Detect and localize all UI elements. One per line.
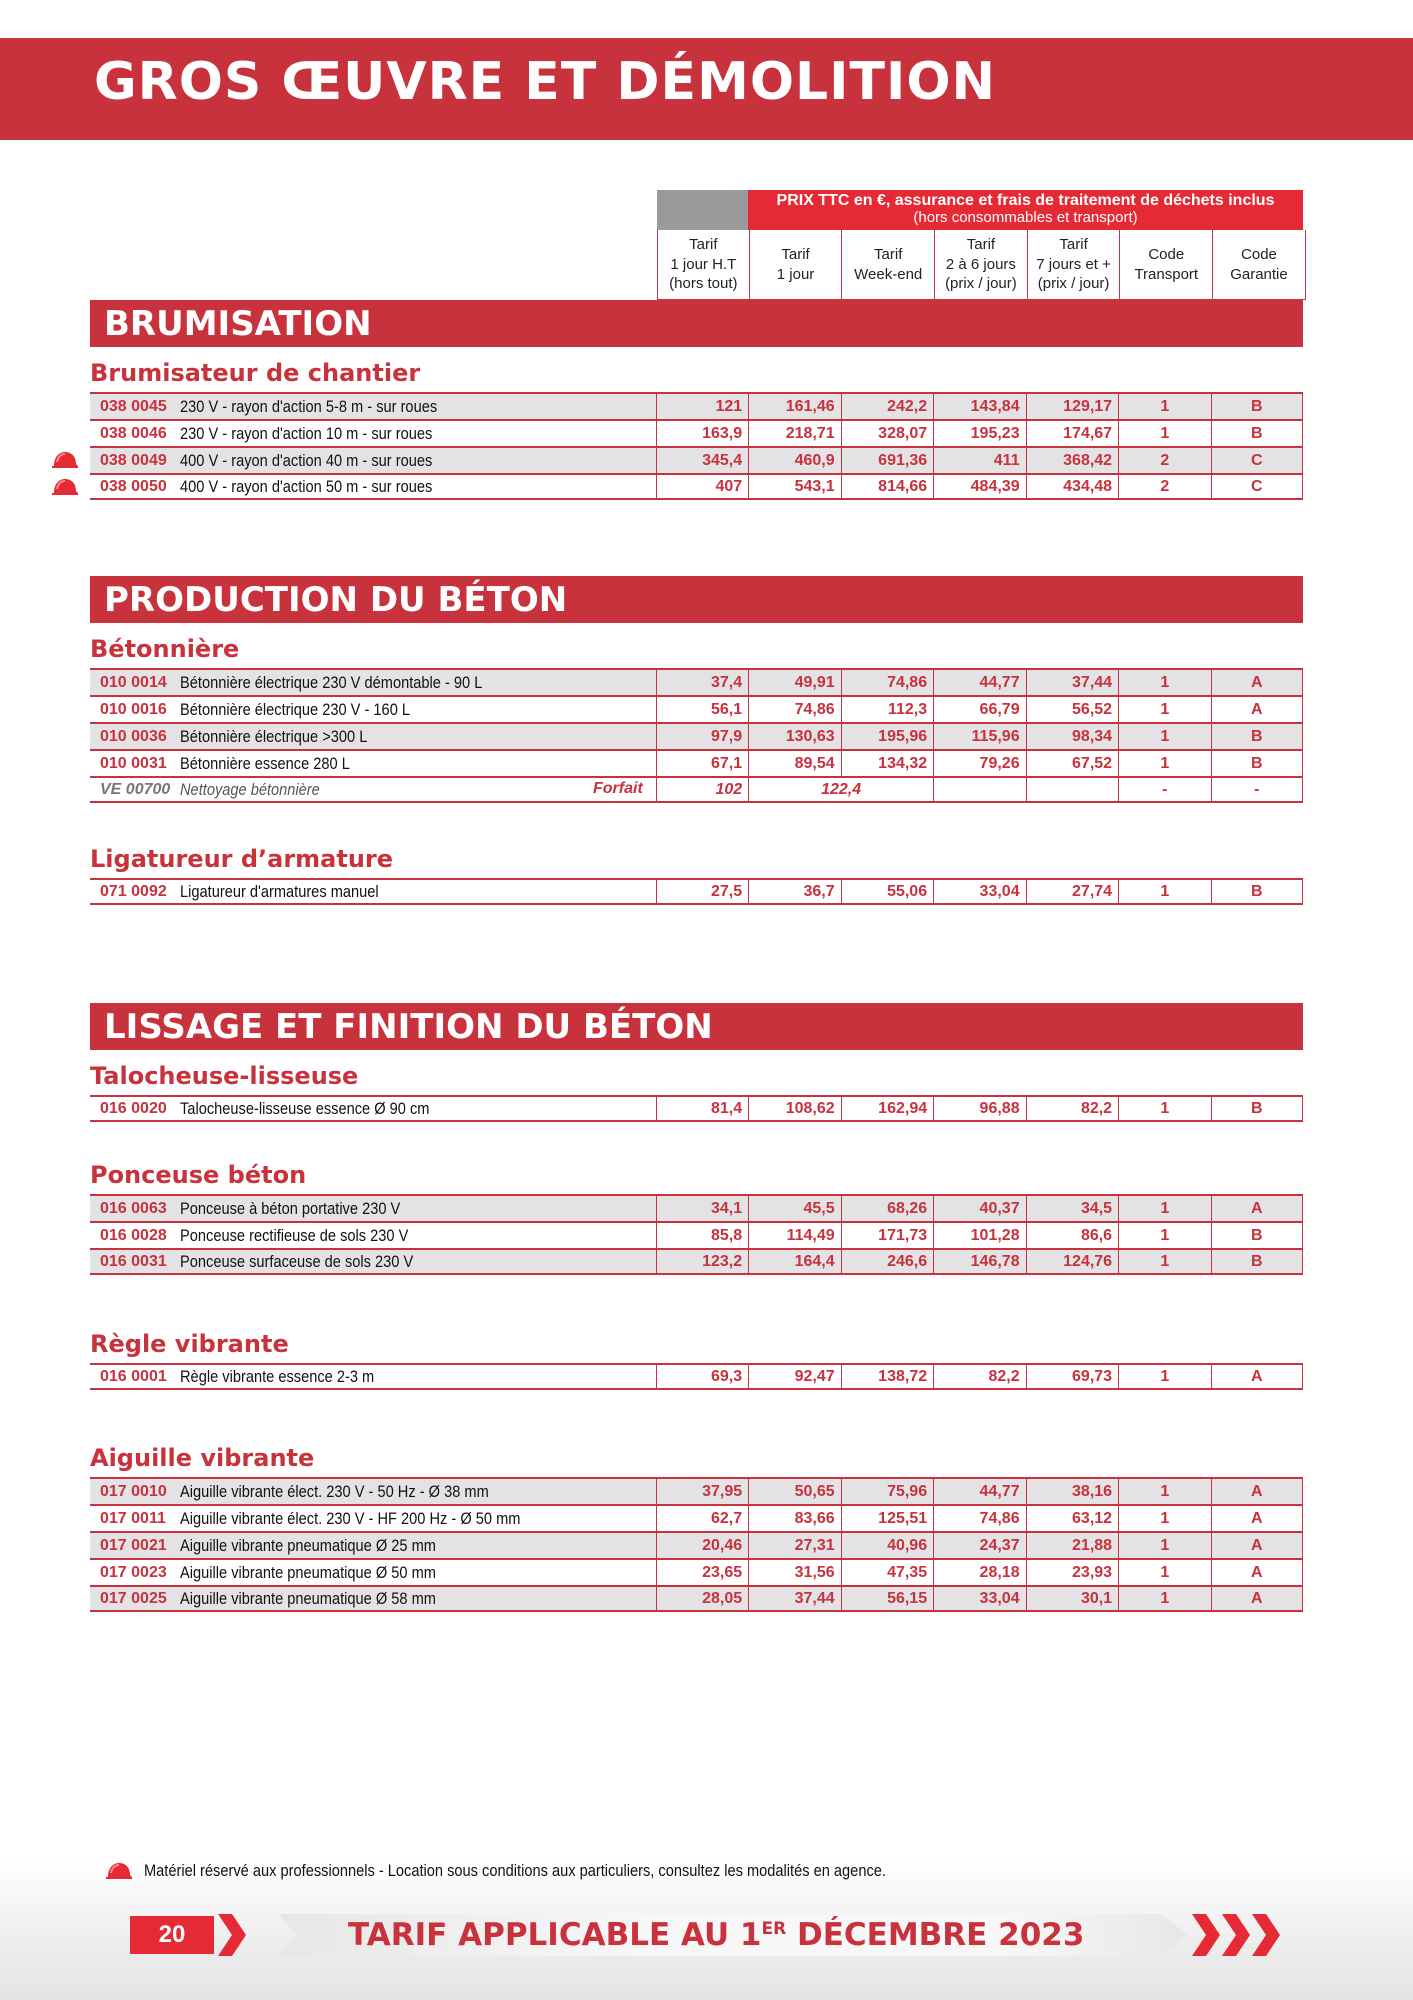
- col-header-tarif-weekend: Tarif Week-end: [842, 230, 935, 300]
- item-description: 230 V - rayon d'action 5-8 m - sur roues: [179, 396, 437, 416]
- price-cell: 30,1: [1026, 1587, 1118, 1610]
- subcategory-title: Bétonnière: [90, 635, 240, 663]
- code-cell: A: [1211, 1533, 1303, 1558]
- price-cell: 38,16: [1026, 1479, 1118, 1504]
- price-cell: 50,65: [748, 1479, 840, 1504]
- table-row: [90, 749, 1303, 776]
- price-cell: 24,37: [933, 1533, 1025, 1558]
- price-cell: 34,5: [1026, 1196, 1118, 1221]
- price-cell: 101,28: [933, 1223, 1025, 1248]
- code-cell: 1: [1118, 1365, 1210, 1388]
- price-cell: 125,51: [841, 1506, 933, 1531]
- col-header-code-garantie: Code Garantie: [1213, 230, 1306, 300]
- price-cell: 82,2: [933, 1365, 1025, 1388]
- table-row: [90, 1248, 1303, 1275]
- table-row: [90, 1477, 1303, 1504]
- col-header-tarif-2-6: Tarif 2 à 6 jours (prix / jour): [935, 230, 1028, 300]
- code-cell: 1: [1118, 394, 1210, 419]
- item-code: 016 0063: [100, 1199, 167, 1217]
- price-cell: 242,2: [841, 394, 933, 419]
- price-table: [90, 1477, 1303, 1612]
- helmet-icon: [106, 1862, 132, 1880]
- code-cell: 1: [1118, 751, 1210, 776]
- table-row: [90, 1363, 1303, 1390]
- price-cell: 163,9: [656, 421, 748, 446]
- price-cell: 34,1: [656, 1196, 748, 1221]
- chevron-right-icon: [214, 1914, 248, 1956]
- price-cell: 63,12: [1026, 1506, 1118, 1531]
- price-cell: 20,46: [656, 1533, 748, 1558]
- code-cell: -: [1118, 778, 1210, 801]
- subcategory-title: Ponceuse béton: [90, 1161, 307, 1189]
- helmet-icon: [52, 478, 78, 496]
- price-cell: 143,84: [933, 394, 1025, 419]
- item-code: 017 0011: [100, 1509, 166, 1527]
- price-cell: 55,06: [841, 880, 933, 903]
- price-cell: 31,56: [748, 1560, 840, 1585]
- price-cell: 81,4: [656, 1097, 748, 1120]
- code-cell: A: [1211, 1479, 1303, 1504]
- price-cell: 146,78: [933, 1250, 1025, 1273]
- column-headers: [657, 230, 1306, 300]
- item-code: 038 0049: [100, 451, 167, 469]
- price-cell: 123,2: [656, 1250, 748, 1273]
- item-code: 017 0010: [100, 1482, 167, 1500]
- table-row: [90, 722, 1303, 749]
- code-cell: A: [1211, 1196, 1303, 1221]
- table-row: [90, 446, 1303, 473]
- item-code: 017 0025: [100, 1589, 167, 1607]
- price-table: [90, 878, 1303, 905]
- price-cell: 114,49: [748, 1223, 840, 1248]
- item-description: Aiguille vibrante élect. 230 V - 50 Hz - Ø 38 mm: [179, 1481, 489, 1501]
- code-cell: 1: [1118, 1560, 1210, 1585]
- code-cell: 1: [1118, 697, 1210, 722]
- code-cell: 1: [1118, 1506, 1210, 1531]
- item-code: 010 0031: [100, 754, 167, 772]
- price-cell: 45,5: [748, 1196, 840, 1221]
- item-description: Ponceuse rectifieuse de sols 230 V: [179, 1225, 409, 1245]
- price-cell: 27,5: [656, 880, 748, 903]
- price-cell: 66,79: [933, 697, 1025, 722]
- price-cell: 407: [656, 475, 748, 498]
- code-cell: A: [1211, 697, 1303, 722]
- footnote: Matériel réservé aux professionnels - Location sous conditions aux particuliers, consultez les modalités en agence.: [144, 1861, 886, 1880]
- price-cell: 97,9: [656, 724, 748, 749]
- item-description: Aiguille vibrante pneumatique Ø 58 mm: [179, 1588, 436, 1608]
- price-cell: 74,86: [748, 697, 840, 722]
- code-cell: C: [1211, 448, 1303, 473]
- price-table: [90, 668, 1303, 803]
- price-cell: 174,67: [1026, 421, 1118, 446]
- price-cell: 108,62: [748, 1097, 840, 1120]
- code-cell: 2: [1118, 448, 1210, 473]
- code-cell: 1: [1118, 1250, 1210, 1273]
- col-header-tarif-7plus: Tarif 7 jours et + (prix / jour): [1028, 230, 1121, 300]
- item-code: 016 0028: [100, 1226, 167, 1244]
- price-cell: 129,17: [1026, 394, 1118, 419]
- price-cell: 62,7: [656, 1506, 748, 1531]
- price-cell: 130,63: [748, 724, 840, 749]
- price-cell: 68,26: [841, 1196, 933, 1221]
- item-code: 016 0031: [100, 1252, 167, 1270]
- price-cell: 56,15: [841, 1587, 933, 1610]
- item-description: Bétonnière électrique 230 V - 160 L: [179, 699, 410, 719]
- price-cell: 67,52: [1026, 751, 1118, 776]
- price-cell: 98,34: [1026, 724, 1118, 749]
- price-cell: [1026, 778, 1118, 801]
- item-code: 016 0001: [100, 1367, 167, 1385]
- code-cell: B: [1211, 880, 1303, 903]
- price-table: [90, 1363, 1303, 1390]
- price-cell: 543,1: [748, 475, 840, 498]
- tarif-date: [348, 1917, 1084, 1953]
- item-description: Aiguille vibrante pneumatique Ø 25 mm: [179, 1535, 436, 1555]
- price-cell: 814,66: [841, 475, 933, 498]
- table-row: [90, 1194, 1303, 1221]
- code-cell: 1: [1118, 1479, 1210, 1504]
- item-description: Bétonnière électrique 230 V démontable - 90 L: [179, 672, 483, 692]
- section-title: BRUMISATION: [104, 304, 372, 344]
- section-title: LISSAGE ET FINITION DU BÉTON: [104, 1007, 713, 1047]
- price-cell: 79,26: [933, 751, 1025, 776]
- section-bar-production: [90, 576, 1303, 623]
- price-cell: 368,42: [1026, 448, 1118, 473]
- price-cell: 74,86: [841, 670, 933, 695]
- price-cell: 69,3: [656, 1365, 748, 1388]
- price-cell: 328,07: [841, 421, 933, 446]
- price-cell: 23,65: [656, 1560, 748, 1585]
- price-cell: 345,4: [656, 448, 748, 473]
- price-cell: 195,96: [841, 724, 933, 749]
- header-gray-block: [657, 190, 748, 230]
- price-cell: 67,1: [656, 751, 748, 776]
- price-cell: 85,8: [656, 1223, 748, 1248]
- price-cell: 164,4: [748, 1250, 840, 1273]
- code-cell: B: [1211, 751, 1303, 776]
- table-row: [90, 1531, 1303, 1558]
- price-cell: 27,74: [1026, 880, 1118, 903]
- price-cell: 218,71: [748, 421, 840, 446]
- forfait-label: Forfait: [593, 780, 643, 797]
- price-cell: 138,72: [841, 1365, 933, 1388]
- price-cell: 246,6: [841, 1250, 933, 1273]
- code-cell: 1: [1118, 1533, 1210, 1558]
- price-cell: 23,93: [1026, 1560, 1118, 1585]
- code-cell: 1: [1118, 724, 1210, 749]
- price-cell: 40,96: [841, 1533, 933, 1558]
- item-code: 017 0023: [100, 1563, 167, 1581]
- price-cell: 74,86: [933, 1506, 1025, 1531]
- table-row: [90, 419, 1303, 446]
- item-code: 016 0020: [100, 1099, 167, 1117]
- header-price-note-line2: (hors consommables et transport): [913, 209, 1138, 226]
- price-table: [90, 1095, 1303, 1122]
- price-cell: 40,37: [933, 1196, 1025, 1221]
- price-cell: 121: [656, 394, 748, 419]
- price-cell: 37,44: [748, 1587, 840, 1610]
- price-cell: 37,4: [656, 670, 748, 695]
- tarif-date-post: DÉCEMBRE 2023: [786, 1917, 1085, 1953]
- table-row: [90, 668, 1303, 695]
- subcategory-title: Aiguille vibrante: [90, 1444, 315, 1472]
- item-code: 010 0036: [100, 727, 167, 745]
- price-cell: 36,7: [748, 880, 840, 903]
- price-table: [90, 392, 1303, 500]
- price-cell: 47,35: [841, 1560, 933, 1585]
- price-cell: 37,95: [656, 1479, 748, 1504]
- item-code: VE 00700: [100, 780, 171, 798]
- price-cell: 96,88: [933, 1097, 1025, 1120]
- price-cell: 122,4: [748, 778, 933, 801]
- code-cell: 2: [1118, 475, 1210, 498]
- table-row: [90, 1095, 1303, 1122]
- code-cell: B: [1211, 1097, 1303, 1120]
- subcategory-title: Brumisateur de chantier: [90, 359, 421, 387]
- item-description: Nettoyage bétonnière: [179, 779, 320, 799]
- header-price-note-line1: PRIX TTC en €, assurance et frais de traitement de déchets inclus: [776, 192, 1275, 209]
- table-row: [90, 776, 1303, 803]
- price-cell: 161,46: [748, 394, 840, 419]
- price-cell: 75,96: [841, 1479, 933, 1504]
- price-cell: 691,36: [841, 448, 933, 473]
- subcategory-title: Talocheuse-lisseuse: [90, 1062, 359, 1090]
- price-cell: 411: [933, 448, 1025, 473]
- price-cell: 112,3: [841, 697, 933, 722]
- item-description: Ponceuse à béton portative 230 V: [179, 1198, 401, 1218]
- price-cell: 83,66: [748, 1506, 840, 1531]
- code-cell: B: [1211, 394, 1303, 419]
- table-row: [90, 1221, 1303, 1248]
- code-cell: A: [1211, 1587, 1303, 1610]
- price-cell: 124,76: [1026, 1250, 1118, 1273]
- item-description: 230 V - rayon d'action 10 m - sur roues: [179, 423, 433, 443]
- item-code: 017 0021: [100, 1536, 167, 1554]
- price-cell: 162,94: [841, 1097, 933, 1120]
- item-code: 038 0046: [100, 424, 167, 442]
- price-cell: 56,52: [1026, 697, 1118, 722]
- item-description: Ponceuse surfaceuse de sols 230 V: [179, 1251, 414, 1271]
- code-cell: C: [1211, 475, 1303, 498]
- code-cell: B: [1211, 1250, 1303, 1273]
- price-cell: 37,44: [1026, 670, 1118, 695]
- price-cell: 484,39: [933, 475, 1025, 498]
- col-header-code-transport: Code Transport: [1120, 230, 1213, 300]
- table-row: [90, 1585, 1303, 1612]
- code-cell: A: [1211, 1506, 1303, 1531]
- code-cell: 1: [1118, 1587, 1210, 1610]
- table-row: [90, 473, 1303, 500]
- item-description: 400 V - rayon d'action 50 m - sur roues: [179, 476, 433, 496]
- table-row: [90, 1504, 1303, 1531]
- code-cell: B: [1211, 724, 1303, 749]
- code-cell: 1: [1118, 670, 1210, 695]
- price-cell: 82,2: [1026, 1097, 1118, 1120]
- col-header-tarif-1jour: Tarif 1 jour: [750, 230, 843, 300]
- tarif-date-pre: TARIF APPLICABLE AU 1: [348, 1917, 762, 1953]
- code-cell: 1: [1118, 421, 1210, 446]
- price-table: [90, 1194, 1303, 1275]
- price-cell: 28,18: [933, 1560, 1025, 1585]
- price-cell: 49,91: [748, 670, 840, 695]
- header-price-note: [748, 190, 1303, 230]
- code-cell: 1: [1118, 880, 1210, 903]
- code-cell: A: [1211, 1560, 1303, 1585]
- price-cell: 69,73: [1026, 1365, 1118, 1388]
- item-description: Aiguille vibrante pneumatique Ø 50 mm: [179, 1562, 436, 1582]
- tarif-date-sup: ER: [761, 1919, 787, 1939]
- section-title: PRODUCTION DU BÉTON: [104, 580, 568, 620]
- code-cell: B: [1211, 421, 1303, 446]
- page-title: GROS ŒUVRE ET DÉMOLITION: [94, 52, 997, 112]
- item-code: 010 0016: [100, 700, 167, 718]
- price-cell: 27,31: [748, 1533, 840, 1558]
- item-description: 400 V - rayon d'action 40 m - sur roues: [179, 450, 433, 470]
- price-cell: 434,48: [1026, 475, 1118, 498]
- table-row: [90, 392, 1303, 419]
- code-cell: A: [1211, 1365, 1303, 1388]
- code-cell: 1: [1118, 1097, 1210, 1120]
- price-cell: 134,32: [841, 751, 933, 776]
- item-description: Ligatureur d'armatures manuel: [179, 881, 379, 901]
- item-code: 010 0014: [100, 673, 167, 691]
- table-row: [90, 1558, 1303, 1585]
- subcategory-title: Ligatureur d’armature: [90, 845, 394, 873]
- price-cell: [933, 778, 1025, 801]
- item-description: Bétonnière essence 280 L: [179, 753, 350, 773]
- price-cell: 56,1: [656, 697, 748, 722]
- price-cell: 44,77: [933, 1479, 1025, 1504]
- section-bar-lissage: [90, 1003, 1303, 1050]
- price-cell: 28,05: [656, 1587, 748, 1610]
- price-cell: 33,04: [933, 1587, 1025, 1610]
- price-cell: 115,96: [933, 724, 1025, 749]
- price-cell: 21,88: [1026, 1533, 1118, 1558]
- code-cell: B: [1211, 1223, 1303, 1248]
- item-code: 071 0092: [100, 882, 167, 900]
- price-cell: 195,23: [933, 421, 1025, 446]
- table-row: [90, 695, 1303, 722]
- section-bar-brumisation: [90, 300, 1303, 347]
- price-cell: 460,9: [748, 448, 840, 473]
- item-description: Règle vibrante essence 2-3 m: [179, 1366, 375, 1386]
- table-row: [90, 878, 1303, 905]
- price-cell: 86,6: [1026, 1223, 1118, 1248]
- price-cell: 102: [656, 778, 748, 801]
- price-cell: 44,77: [933, 670, 1025, 695]
- price-cell: 33,04: [933, 880, 1025, 903]
- item-description: Bétonnière électrique >300 L: [179, 726, 368, 746]
- item-description: Talocheuse-lisseuse essence Ø 90 cm: [179, 1098, 430, 1118]
- chevrons-right-icon: [1192, 1914, 1284, 1956]
- item-description: Aiguille vibrante élect. 230 V - HF 200 Hz - Ø 50 mm: [179, 1508, 521, 1528]
- code-cell: A: [1211, 670, 1303, 695]
- helmet-icon: [52, 451, 78, 469]
- code-cell: 1: [1118, 1196, 1210, 1221]
- subcategory-title: Règle vibrante: [90, 1330, 289, 1358]
- price-cell: 92,47: [748, 1365, 840, 1388]
- page-number: 20: [130, 1916, 214, 1954]
- price-cell: 171,73: [841, 1223, 933, 1248]
- code-cell: -: [1211, 778, 1303, 801]
- item-code: 038 0050: [100, 477, 167, 495]
- code-cell: 1: [1118, 1223, 1210, 1248]
- col-header-tarif-ht: Tarif 1 jour H.T (hors tout): [657, 230, 750, 300]
- item-code: 038 0045: [100, 397, 167, 415]
- price-cell: 89,54: [748, 751, 840, 776]
